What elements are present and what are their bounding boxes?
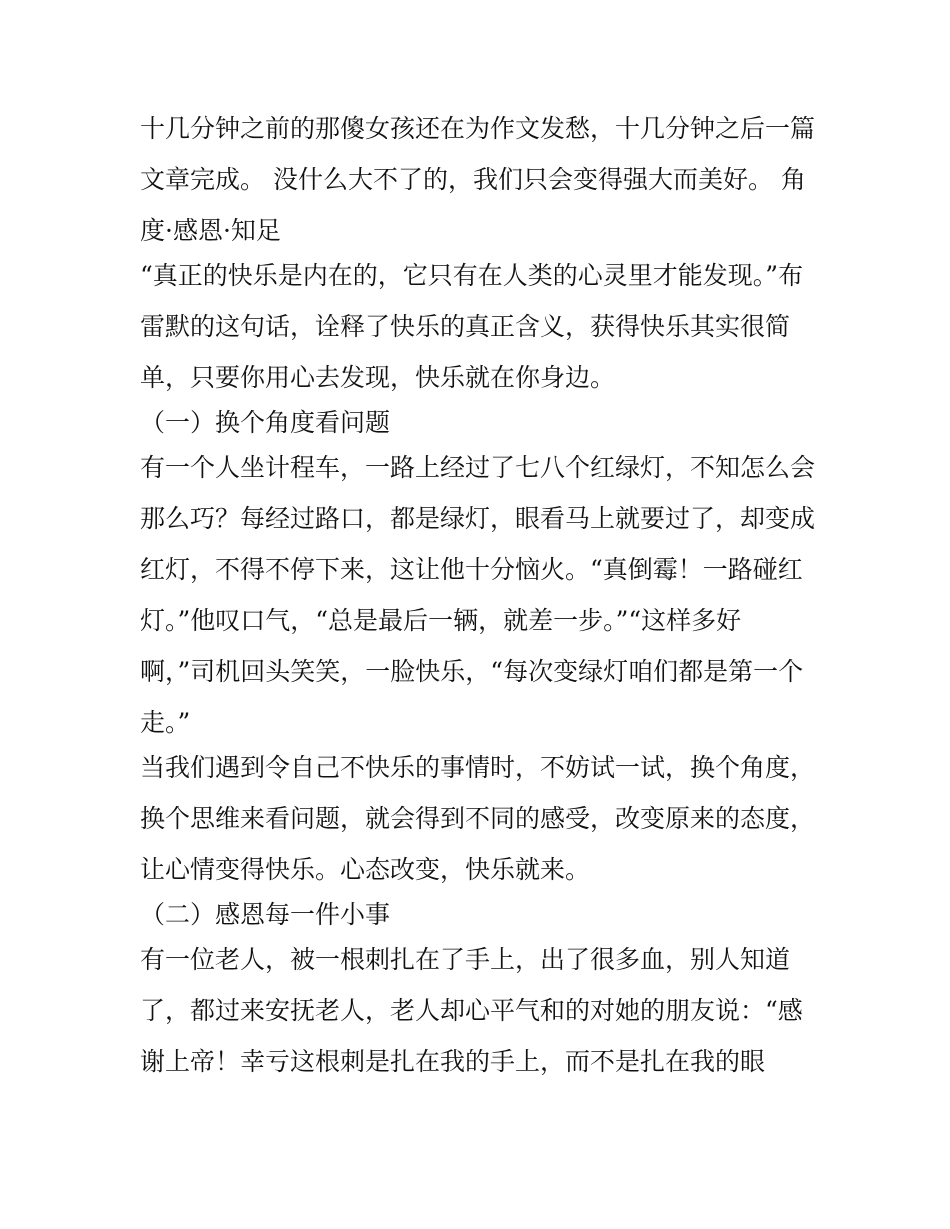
text-line: 当我们遇到令自己不快乐的事情时，不妨试一试，换个角度， [140,753,816,782]
text-line: 雷默的这句话，诠释了快乐的真正含义，获得快乐其实很简 [140,312,791,341]
text-line: 有一个人坐计程车，一路上经过了七八个红绿灯，不知怎么会 [140,453,816,482]
text-line: 了，都过来安抚老人，老人却心平气和的对她的朋友说：“感 [140,996,803,1025]
text-line: 那么巧？每经过路口，都是绿灯，眼看马上就要过了，却变成 [140,504,816,533]
text-line: 十几分钟之前的那傻女孩还在为作文发愁，十几分钟之后一篇 [140,114,816,143]
text-line: 让心情变得快乐。心态改变，快乐就来。 [140,855,591,884]
text-line: 红灯，不得不停下来，这让他十分恼火。“真倒霉！一路碰红 [140,555,803,584]
section-heading: （二）感恩每一件小事 [140,900,391,929]
text-line: 换个思维来看问题，就会得到不同的感受，改变原来的态度， [140,804,816,833]
text-line: 啊，”司机回头笑笑，一脸快乐，“每次变绿灯咱们都是第一个 [140,657,804,686]
text-line: 谢上帝！幸亏这根刺是扎在我的手上，而不是扎在我的眼 [140,1047,766,1076]
section-heading: （一）换个角度看问题 [140,408,391,437]
text-line: 走。” [140,708,191,737]
text-line: 文章完成。 没什么大不了的，我们只会变得强大而美好。 角 [140,165,806,194]
text-line: 单，只要你用心去发现，快乐就在你身边。 [140,363,616,392]
document-body [140,103,820,1087]
text-line: “真正的快乐是内在的，它只有在人类的心灵里才能发现。”布 [140,261,804,290]
text-line: 灯。”他叹口气，“总是最后一辆，就差一步。”“这样多好 [140,606,742,635]
text-line: 度·感恩·知足 [140,216,281,245]
text-line: 有一位老人，被一根刺扎在了手上，出了很多血，别人知道 [140,945,791,974]
